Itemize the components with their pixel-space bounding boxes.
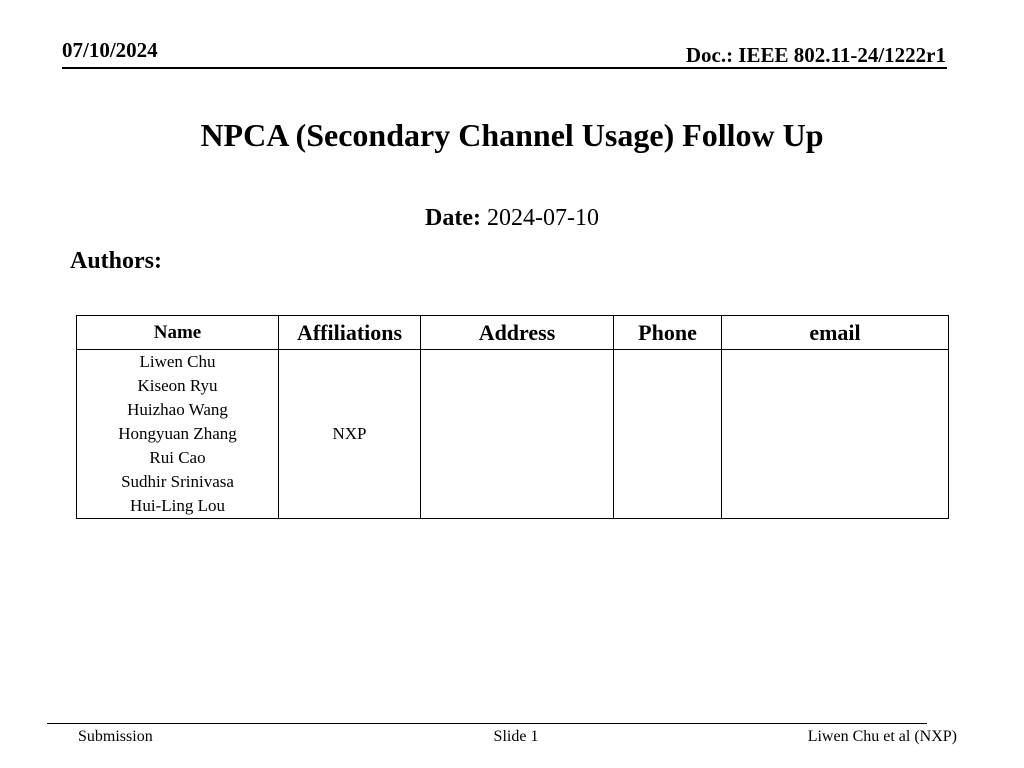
date-value: 2024-07-10 bbox=[486, 205, 599, 231]
cell-address bbox=[421, 350, 614, 519]
header-divider bbox=[62, 67, 947, 69]
table-row bbox=[77, 350, 949, 519]
cell-affiliation: NXP bbox=[279, 350, 421, 519]
header-date: 07/10/2024 bbox=[62, 38, 158, 62]
author-name: Kiseon Ryu bbox=[137, 376, 218, 395]
authors-heading: Authors: bbox=[70, 248, 163, 274]
author-name: Liwen Chu bbox=[139, 352, 216, 371]
author-name: Rui Cao bbox=[149, 448, 206, 467]
col-header-phone: Phone bbox=[614, 316, 722, 350]
author-name: Sudhir Srinivasa bbox=[121, 472, 234, 491]
header-doc-id: Doc.: IEEE 802.11-24/1222r1 bbox=[685, 43, 946, 67]
cell-phone bbox=[614, 350, 722, 519]
date-line bbox=[0, 205, 1024, 232]
slide-title: NPCA (Secondary Channel Usage) Follow Up bbox=[200, 117, 824, 153]
date-label: Date: bbox=[425, 205, 481, 231]
footer-slide-number: Slide 1 bbox=[493, 728, 539, 745]
cell-names bbox=[77, 350, 279, 519]
col-header-email: email bbox=[722, 316, 949, 350]
authors-table bbox=[76, 315, 949, 519]
footer-divider bbox=[47, 723, 927, 724]
footer-submission: Submission bbox=[78, 728, 153, 745]
author-name: Huizhao Wang bbox=[127, 400, 228, 419]
cell-email bbox=[722, 350, 949, 519]
col-header-address: Address bbox=[421, 316, 614, 350]
col-header-name: Name bbox=[77, 316, 279, 350]
col-header-affiliations: Affiliations bbox=[279, 316, 421, 350]
author-name: Hui-Ling Lou bbox=[130, 496, 225, 515]
table-header-row bbox=[77, 316, 949, 350]
author-name: Hongyuan Zhang bbox=[118, 424, 237, 443]
footer-author: Liwen Chu et al (NXP) bbox=[807, 728, 957, 745]
